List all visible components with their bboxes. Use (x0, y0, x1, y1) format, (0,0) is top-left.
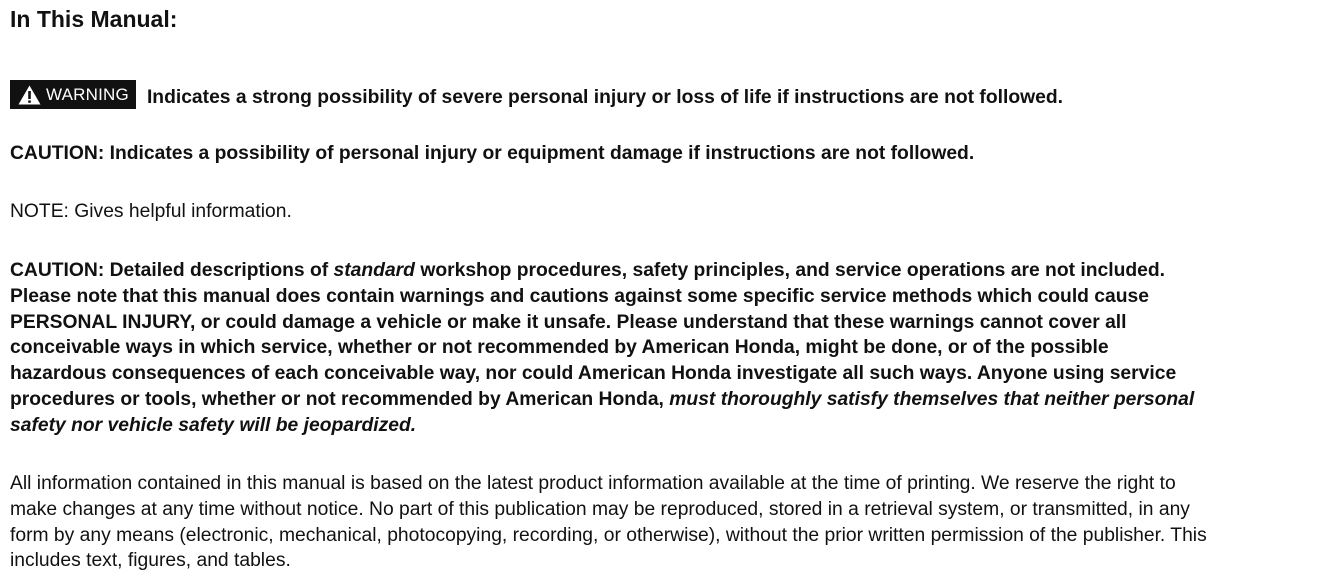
caution-paragraph-line-7 (10, 413, 1335, 439)
info-paragraph-line-2: make changes at any time without notice. No part of this publication may be reproduced, stored in a retrieval system, or transmitted, in any (10, 498, 1190, 520)
warning-triangle-icon (18, 85, 46, 105)
info-paragraph-line-3: form by any means (electronic, mechanical, photocopying, recording, or otherwise), without the prior written permission of the publisher. This (10, 524, 1207, 546)
caution-paragraph (10, 258, 1335, 439)
info-paragraph-line-1: All information contained in this manual is based on the latest product information available at the time of printing. We reserve the right to (10, 473, 1176, 494)
caution-paragraph-line-4: conceivable ways in which service, whether or not recommended by American Honda, might be done, or of the possible (10, 337, 1109, 359)
warning-notice (10, 80, 1063, 109)
caution-paragraph-line-5: hazardous consequences of each conceivable way, nor could American Honda investigate all such ways. Anyone using service (10, 363, 1177, 385)
emphasis-safety: safety nor vehicle safety will be jeopardized. (10, 414, 417, 436)
warning-text: Indicates a strong possibility of severe personal injury or loss of life if instructions are not followed. (146, 86, 1063, 108)
warning-badge (10, 80, 136, 109)
caution-paragraph-line-3: PERSONAL INJURY, or could damage a vehicle or make it unsafe. Please understand that these warnings cannot cover all (10, 311, 1127, 333)
caution-notice: CAUTION: Indicates a possibility of personal injury or equipment damage if instructions are not followed. (10, 143, 975, 164)
warning-badge-label: WARNING (46, 84, 129, 104)
note-notice: NOTE: Gives helpful information. (10, 201, 292, 222)
info-paragraph-line-4: includes text, figures, and tables. (10, 550, 291, 572)
caution-paragraph-line-2: Please note that this manual does contain warnings and cautions against some specific service methods which could cause (10, 285, 1149, 307)
emphasis-standard: standard (333, 260, 415, 281)
info-paragraph (10, 471, 1340, 574)
caution-paragraph-line-6: procedures or tools, whether or not recommended by American Honda, must thoroughly satisfy themselves that neither personal (10, 388, 1195, 410)
page-heading: In This Manual: (10, 6, 178, 32)
caution-paragraph-line-1: CAUTION: Detailed descriptions of standard workshop procedures, safety principles, and service operations are not included. (10, 260, 1166, 281)
emphasis-must-satisfy: must thoroughly satisfy themselves that neither personal (669, 388, 1195, 410)
